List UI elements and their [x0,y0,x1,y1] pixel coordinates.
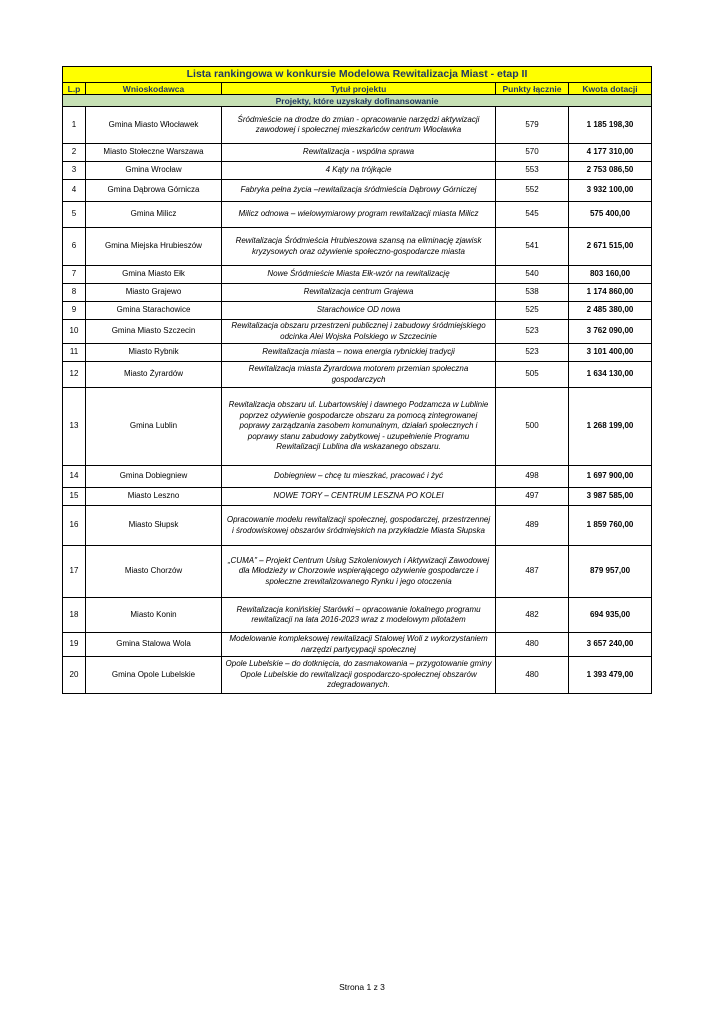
cell-lp: 8 [63,284,86,302]
table-row [63,466,652,488]
cell-project-title: Nowe Śródmieście Miasta Ełk-wzór na rewitalizację [222,266,496,284]
cell-lp: 1 [63,107,86,144]
table-row [63,344,652,362]
cell-project-title: Starachowice OD nowa [222,302,496,320]
table-row [63,302,652,320]
table-row [63,228,652,266]
cell-amount: 1 393 479,00 [569,657,652,694]
cell-lp: 16 [63,506,86,546]
cell-lp: 9 [63,302,86,320]
cell-project-title: Rewitalizacja konińskiej Starówki – opracowanie lokalnego programu rewitalizacji na lata 2016-2023 wraz z modelowym pilotażem [222,598,496,633]
cell-project-title: Rewitalizacja miasta – nowa energia rybnickiej tradycji [222,344,496,362]
section-label: Projekty, które uzyskały dofinansowanie [63,95,652,107]
cell-points: 489 [496,506,569,546]
cell-project-title: 4 Kąty na trójkącie [222,162,496,180]
cell-points: 480 [496,657,569,694]
cell-amount: 2 753 086,50 [569,162,652,180]
cell-points: 498 [496,466,569,488]
header-points: Punkty łącznie [496,83,569,95]
table-row [63,362,652,388]
cell-lp: 15 [63,488,86,506]
cell-points: 523 [496,344,569,362]
cell-applicant: Miasto Stołeczne Warszawa [86,144,222,162]
cell-applicant: Miasto Słupsk [86,506,222,546]
header-applicant: Wnioskodawca [86,83,222,95]
ranking-sheet [62,66,651,694]
cell-applicant: Gmina Stalowa Wola [86,633,222,657]
cell-lp: 3 [63,162,86,180]
cell-amount: 3 987 585,00 [569,488,652,506]
cell-lp: 10 [63,320,86,344]
table-row [63,202,652,228]
cell-project-title: Dobiegniew – chcę tu mieszkać, pracować i żyć [222,466,496,488]
cell-lp: 5 [63,202,86,228]
cell-applicant: Miasto Rybnik [86,344,222,362]
cell-points: 540 [496,266,569,284]
cell-project-title: Fabryka pełna życia –rewitalizacja śródmieścia Dąbrowy Górniczej [222,180,496,202]
table-row [63,266,652,284]
cell-lp: 18 [63,598,86,633]
cell-lp: 7 [63,266,86,284]
cell-applicant: Gmina Lublin [86,388,222,466]
cell-amount: 2 485 380,00 [569,302,652,320]
table-title-row [63,67,652,83]
header-amount: Kwota dotacji [569,83,652,95]
cell-points: 579 [496,107,569,144]
header-project-title: Tytuł projektu [222,83,496,95]
cell-amount: 1 697 900,00 [569,466,652,488]
table-row [63,633,652,657]
cell-points: 480 [496,633,569,657]
cell-points: 553 [496,162,569,180]
cell-lp: 13 [63,388,86,466]
cell-lp: 4 [63,180,86,202]
cell-points: 538 [496,284,569,302]
cell-applicant: Miasto Leszno [86,488,222,506]
section-row [63,95,652,107]
cell-points: 552 [496,180,569,202]
cell-project-title: Opole Lubelskie – do dotknięcia, do zasmakowania – przygotowanie gminy Opole Lubelskie do rewitalizacji gospodarczo-społecznej obszarów zdegradowanych. [222,657,496,694]
cell-amount: 803 160,00 [569,266,652,284]
table-row [63,546,652,598]
table-row [63,180,652,202]
table-row [63,506,652,546]
cell-project-title: Rewitalizacja obszaru przestrzeni publicznej i zabudowy śródmiejskiego odcinka Alei Wojska Polskiego w Szczecinie [222,320,496,344]
cell-applicant: Gmina Opole Lubelskie [86,657,222,694]
table-row [63,657,652,694]
cell-lp: 6 [63,228,86,266]
cell-project-title: Rewitalizacja Śródmieścia Hrubieszowa szansą na eliminację zjawisk kryzysowych oraz ożywienie społeczno-gospodarcze miasta [222,228,496,266]
table-row [63,284,652,302]
cell-applicant: Gmina Wrocław [86,162,222,180]
cell-amount: 2 671 515,00 [569,228,652,266]
cell-amount: 694 935,00 [569,598,652,633]
page-number: Strona 1 z 3 [339,982,385,992]
cell-points: 500 [496,388,569,466]
cell-project-title: Śródmieście na drodze do zmian - opracowanie narzędzi aktywizacji zawodowej i społecznej mieszkańców centrum Włocławka [222,107,496,144]
cell-amount: 3 762 090,00 [569,320,652,344]
cell-applicant: Gmina Milicz [86,202,222,228]
cell-amount: 575 400,00 [569,202,652,228]
cell-applicant: Gmina Miasto Włocławek [86,107,222,144]
cell-lp: 20 [63,657,86,694]
table-header-row [63,83,652,95]
cell-amount: 1 268 199,00 [569,388,652,466]
ranking-table [62,66,652,694]
table-row [63,107,652,144]
cell-amount: 879 957,00 [569,546,652,598]
cell-project-title: Milicz odnowa – wielowymiarowy program rewitalizacji miasta Milicz [222,202,496,228]
cell-amount: 3 932 100,00 [569,180,652,202]
cell-applicant: Gmina Miasto Ełk [86,266,222,284]
header-lp: L.p [63,83,86,95]
cell-project-title: Opracowanie modelu rewitalizacji społecznej, gospodarczej, przestrzennej i środowiskowej obszarów śródmiejskich na przykładzie Miasta Słupska [222,506,496,546]
table-row [63,144,652,162]
cell-points: 541 [496,228,569,266]
table-row [63,320,652,344]
cell-amount: 1 859 760,00 [569,506,652,546]
table-row [63,598,652,633]
cell-applicant: Miasto Grajewo [86,284,222,302]
cell-applicant: Miasto Żyrardów [86,362,222,388]
cell-amount: 4 177 310,00 [569,144,652,162]
cell-project-title: Rewitalizacja - wspólna sprawa [222,144,496,162]
cell-project-title: Rewitalizacja obszaru ul. Lubartowskiej i dawnego Podzamcza w Lublinie poprzez ożywienie gospodarcze obszaru za pomocą zintegrowanej poprawy zarządzania zasobem komunalnym, działań społecznych i poprawy stanu zabudowy zabytkowej - uzupełnienie Programu Rewitalizacji Lublina dla wskazanego obszaru. [222,388,496,466]
cell-applicant: Gmina Dąbrowa Górnicza [86,180,222,202]
cell-points: 497 [496,488,569,506]
cell-applicant: Miasto Chorzów [86,546,222,598]
cell-lp: 11 [63,344,86,362]
table-row [63,488,652,506]
cell-lp: 12 [63,362,86,388]
cell-lp: 19 [63,633,86,657]
table-row [63,162,652,180]
cell-points: 482 [496,598,569,633]
cell-applicant: Gmina Dobiegniew [86,466,222,488]
cell-applicant: Gmina Miasto Szczecin [86,320,222,344]
table-row [63,388,652,466]
cell-points: 523 [496,320,569,344]
table-body [63,107,652,694]
cell-amount: 1 185 198,30 [569,107,652,144]
cell-project-title: „CUMA" – Projekt Centrum Usług Szkoleniowych i Aktywizacji Zawodowej dla Młodzieży w Chorzowie wspierającego ożywienie gospodarcze i społeczne zrewitalizowanego Rynku i jego otoczenia [222,546,496,598]
cell-amount: 3 657 240,00 [569,633,652,657]
table-title: Lista rankingowa w konkursie Modelowa Rewitalizacja Miast - etap II [63,67,652,83]
cell-amount: 1 174 860,00 [569,284,652,302]
cell-points: 545 [496,202,569,228]
cell-project-title: Rewitalizacja miasta Żyrardowa motorem przemian społeczna gospodarczych [222,362,496,388]
cell-project-title: NOWE TORY – CENTRUM LESZNA PO KOLEI [222,488,496,506]
cell-points: 570 [496,144,569,162]
cell-applicant: Gmina Miejska Hrubieszów [86,228,222,266]
cell-amount: 3 101 400,00 [569,344,652,362]
cell-lp: 14 [63,466,86,488]
cell-project-title: Modelowanie kompleksowej rewitalizacji Stalowej Woli z wykorzystaniem narzędzi partycypacji społecznej [222,633,496,657]
cell-applicant: Gmina Starachowice [86,302,222,320]
cell-points: 525 [496,302,569,320]
cell-applicant: Miasto Konin [86,598,222,633]
cell-points: 487 [496,546,569,598]
cell-points: 505 [496,362,569,388]
cell-lp: 2 [63,144,86,162]
cell-amount: 1 634 130,00 [569,362,652,388]
cell-project-title: Rewitalizacja centrum Grajewa [222,284,496,302]
cell-lp: 17 [63,546,86,598]
